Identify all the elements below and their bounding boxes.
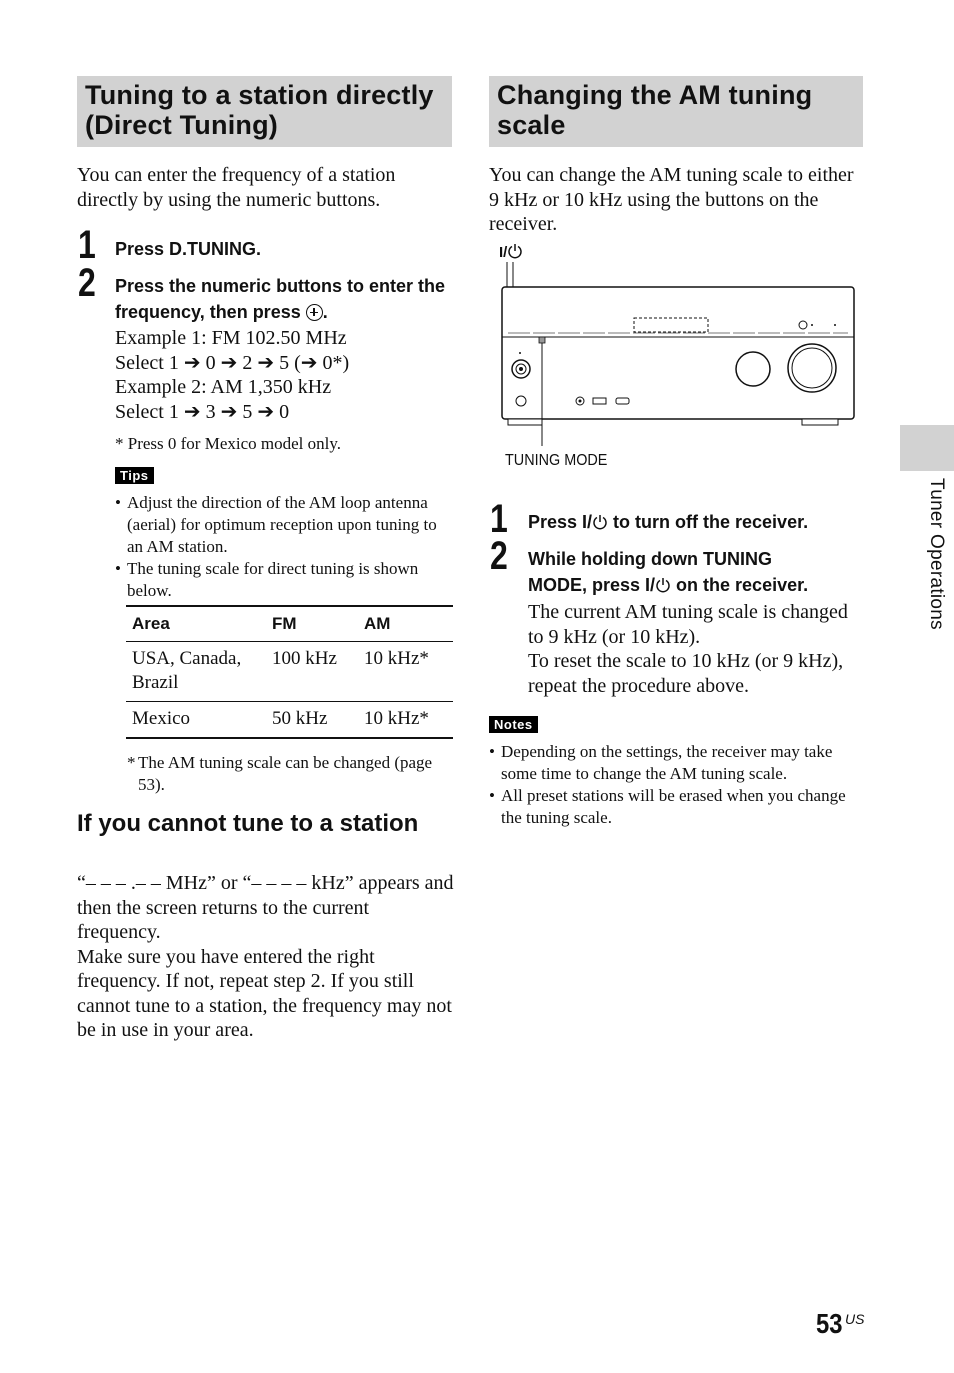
heading-direct-tuning-box — [77, 76, 452, 147]
table-header-row — [126, 606, 453, 642]
note-item: • Depending on the settings, the receiver may take some time to change the AM tuning scale. — [489, 741, 864, 785]
tuning-scale-table — [126, 605, 453, 739]
table-note — [127, 752, 447, 796]
step-2-number: 2 — [78, 261, 96, 305]
heading-am-scale: Changing the AM tuning scale — [497, 80, 813, 140]
note-item: • All preset stations will be erased when you change the tuning scale. — [489, 785, 864, 829]
tips-list — [115, 492, 455, 602]
heading-am-scale-box — [489, 76, 863, 147]
table-header-area: Area — [126, 606, 266, 642]
right-step-2-body-2: To reset the scale to 10 kHz (or 9 kHz), repeat the procedure above. — [528, 650, 844, 697]
table-cell: USA, Canada, Brazil — [126, 642, 266, 702]
right-step-2-body-1: The current AM tuning scale is changed to 9 kHz (or 10 kHz). — [528, 601, 848, 648]
power-icon — [655, 577, 671, 593]
table-cell: 10 kHz* — [358, 642, 453, 702]
right-step-1-text-b: to turn off the receiver. — [608, 512, 809, 532]
cannot-tune-para-1: “– – – .– – MHz” or “– – – – kHz” appears and then the screen returns to the current frequency. — [77, 872, 454, 943]
table-row — [126, 702, 453, 739]
right-step-2-line-1: While holding down TUNING — [528, 549, 772, 569]
example-2: Example 2: AM 1,350 kHz — [115, 376, 332, 398]
tip-item: • The tuning scale for direct tuning is shown below. — [115, 558, 455, 602]
step-2-title-text: Press the numeric buttons to enter the frequency, then press — [115, 276, 446, 322]
step-1-title: Press D.TUNING. — [115, 239, 262, 259]
step-2-examples — [115, 326, 460, 424]
table-header-fm: FM — [266, 606, 358, 642]
intro-direct-tuning: You can enter the frequency of a station directly by using the numeric buttons. — [77, 164, 396, 211]
power-icon — [507, 243, 523, 259]
notes-list — [489, 741, 864, 829]
table-note-text: The AM tuning scale can be changed (page 53). — [138, 753, 433, 794]
heading-direct-tuning: Tuning to a station directly (Direct Tuning) — [85, 80, 434, 140]
tip-item: • Adjust the direction of the AM loop antenna (aerial) for optimum reception upon tuning to an AM station. — [115, 492, 455, 558]
right-step-2-number: 2 — [490, 534, 508, 578]
power-label-text: I/ — [499, 244, 508, 261]
section-tab-marker — [900, 425, 954, 471]
right-step-1-title — [528, 509, 868, 535]
subheading-cannot-tune: If you cannot tune to a station — [77, 810, 419, 837]
table-cell: Mexico — [126, 702, 266, 739]
power-icon — [592, 514, 608, 530]
example-1-select: Select 1 ➔ 0 ➔ 2 ➔ 5 (➔ 0*) — [115, 351, 350, 374]
section-side-label: Tuner Operations — [926, 478, 947, 630]
page-number: 53 — [816, 1308, 843, 1339]
right-step-2-title — [528, 546, 868, 598]
step-2-title — [115, 273, 460, 325]
right-step-2-body — [528, 600, 868, 698]
table-note-mark: * — [127, 753, 136, 772]
mexico-footnote: * Press 0 for Mexico model only. — [115, 434, 342, 453]
table-row — [126, 642, 453, 702]
step-2-title-end: . — [322, 302, 328, 322]
enter-button-icon — [306, 304, 323, 321]
power-label — [499, 243, 523, 261]
step-1-number: 1 — [78, 223, 96, 267]
table-cell: 100 kHz — [266, 642, 358, 702]
table-cell: 50 kHz — [266, 702, 358, 739]
tips-badge: Tips — [115, 467, 154, 484]
example-1: Example 1: FM 102.50 MHz — [115, 327, 347, 349]
right-step-2-text-b: on the receiver. — [671, 575, 809, 595]
right-step-1-number: 1 — [490, 497, 508, 541]
tuning-mode-label: TUNING MODE — [505, 452, 608, 469]
table-header-am: AM — [358, 606, 453, 642]
notes-badge: Notes — [489, 716, 538, 733]
intro-am-scale: You can change the AM tuning scale to either 9 kHz or 10 kHz using the buttons on the receiver. — [489, 164, 854, 235]
example-2-select: Select 1 ➔ 3 ➔ 5 ➔ 0 — [115, 400, 290, 423]
right-step-2-text-a: MODE, press I/ — [528, 575, 656, 595]
cannot-tune-text — [77, 871, 455, 1043]
right-step-2-line-2 — [528, 572, 868, 598]
right-step-1-text-a: Press I/ — [528, 512, 593, 532]
receiver-illustration — [498, 262, 860, 446]
cannot-tune-para-2: Make sure you have entered the right frequency. If not, repeat step 2. If you still cannot tune to a station, the frequency may not be in use in your area. — [77, 945, 452, 1041]
page-number-suffix: US — [845, 1311, 865, 1327]
table-cell: 10 kHz* — [358, 702, 453, 739]
